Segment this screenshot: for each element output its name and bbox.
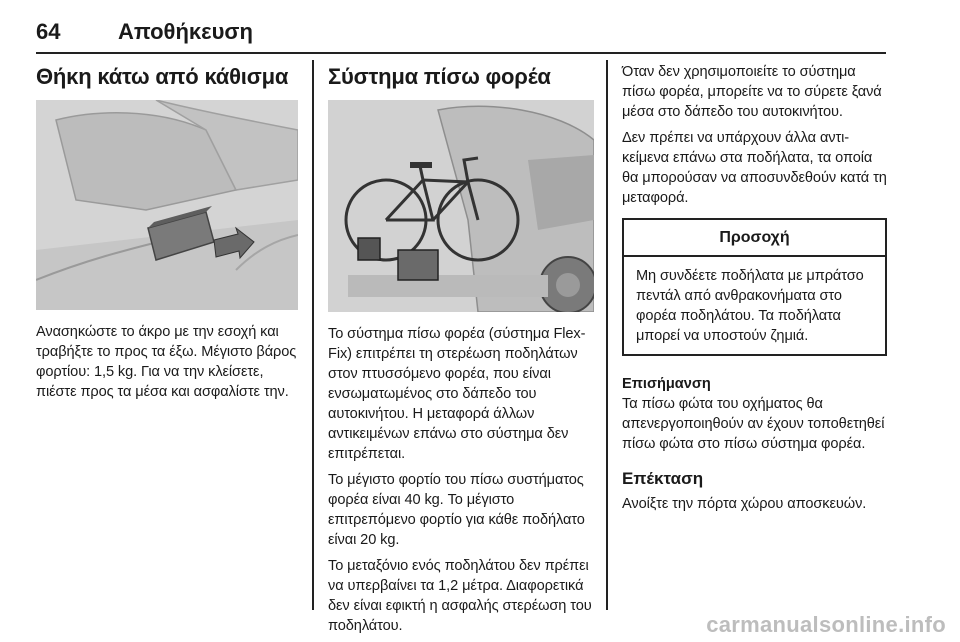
rear-carrier-paragraph-2: Το μέγιστο φορτίο του πίσω συστήματος φορέα είναι 40 kg. Το μέγιστο επιτρεπόμενο φορτίο για κάθε ποδήλατο είναι 20 kg. bbox=[328, 472, 585, 548]
extension-text: Ανοίξτε την πόρτα χώρου αποσκευών. bbox=[622, 496, 867, 512]
column-1 bbox=[36, 62, 298, 408]
column-divider-1 bbox=[312, 60, 314, 610]
caution-title: Προσοχή bbox=[624, 220, 885, 257]
caution-box bbox=[622, 218, 887, 356]
rear-carrier-paragraph-1: Το σύστημα πίσω φορέα (σύστημα Flex-Fix) επιτρέπει τη στερέωση ποδηλάτων στον πτυσσόμενο φορέα, που είναι ενσωματωμένος στο δάπεδο του αυτοκινήτου. Η μεταφορά άλλων αντικειμένων επάνω στο σύστημα δεν επιτρέπεται. bbox=[328, 326, 586, 462]
column-3 bbox=[622, 62, 887, 520]
page-number: 64 bbox=[36, 19, 61, 44]
column-2 bbox=[328, 62, 594, 642]
heading-extension: Επέκταση bbox=[622, 469, 704, 488]
rear-carrier-paragraph-5: Δεν πρέπει να υπάρχουν άλλα αντικείμενα επάνω στα ποδήλατα, τα οποία θα μπορούσαν να αποσυνδεθούν κατά τη μεταφορά. bbox=[622, 130, 887, 206]
caution-text: Μη συνδέετε ποδήλατα με μπράτσο πεντάλ από ανθρακονήματα στο φορέα ποδηλάτου. Τα ποδήλατα μπορεί να υποστούν ζημιά. bbox=[636, 268, 864, 344]
under-seat-drawer-text: Ανασηκώστε το άκρο με την εσοχή και τραβήξτε το προς τα έξω. Μέγιστο βάρος φορτίου: 1,5 kg. Για να την κλείσετε, πιέστε προς τα μέσα και ασφαλίστε την. bbox=[36, 324, 297, 400]
note-block bbox=[622, 374, 887, 454]
section-title: Αποθήκευση bbox=[118, 19, 253, 44]
rear-carrier-paragraph-4: Όταν δεν χρησιμοποιείτε το σύστημα πίσω φορέα, μπορείτε να το σύρετε ξανά μέσα στο δάπεδο του αυτοκινήτου. bbox=[622, 64, 882, 120]
heading-rear-carrier: Σύστημα πίσω φορέα bbox=[328, 64, 551, 89]
caution-body bbox=[624, 257, 885, 354]
bicycle-illustration bbox=[328, 100, 594, 312]
note-title: Επισήμανση bbox=[622, 376, 711, 392]
rear-carrier-paragraph-3: Το μεταξόνιο ενός ποδηλάτου δεν πρέπει να υπερβαίνει τα 1,2 μέτρα. Διαφορετικά δεν είναι εφικτή η ασφαλής στερέωση του ποδηλάτου. bbox=[328, 558, 592, 634]
rear-carrier-image bbox=[328, 100, 594, 312]
watermark: carmanualsonline.info bbox=[706, 612, 946, 637]
page-header bbox=[36, 10, 886, 54]
under-seat-drawer-image bbox=[36, 100, 298, 310]
column-divider-2 bbox=[606, 60, 608, 610]
heading-under-seat-drawer: Θήκη κάτω από κάθισμα bbox=[36, 64, 289, 89]
note-text: Τα πίσω φώτα του οχήματος θα απενεργοποιηθούν αν έχουν τοποθετηθεί πίσω φώτα στο πίσω σύστημα φορέα. bbox=[622, 396, 885, 452]
drawer-illustration bbox=[36, 100, 298, 310]
